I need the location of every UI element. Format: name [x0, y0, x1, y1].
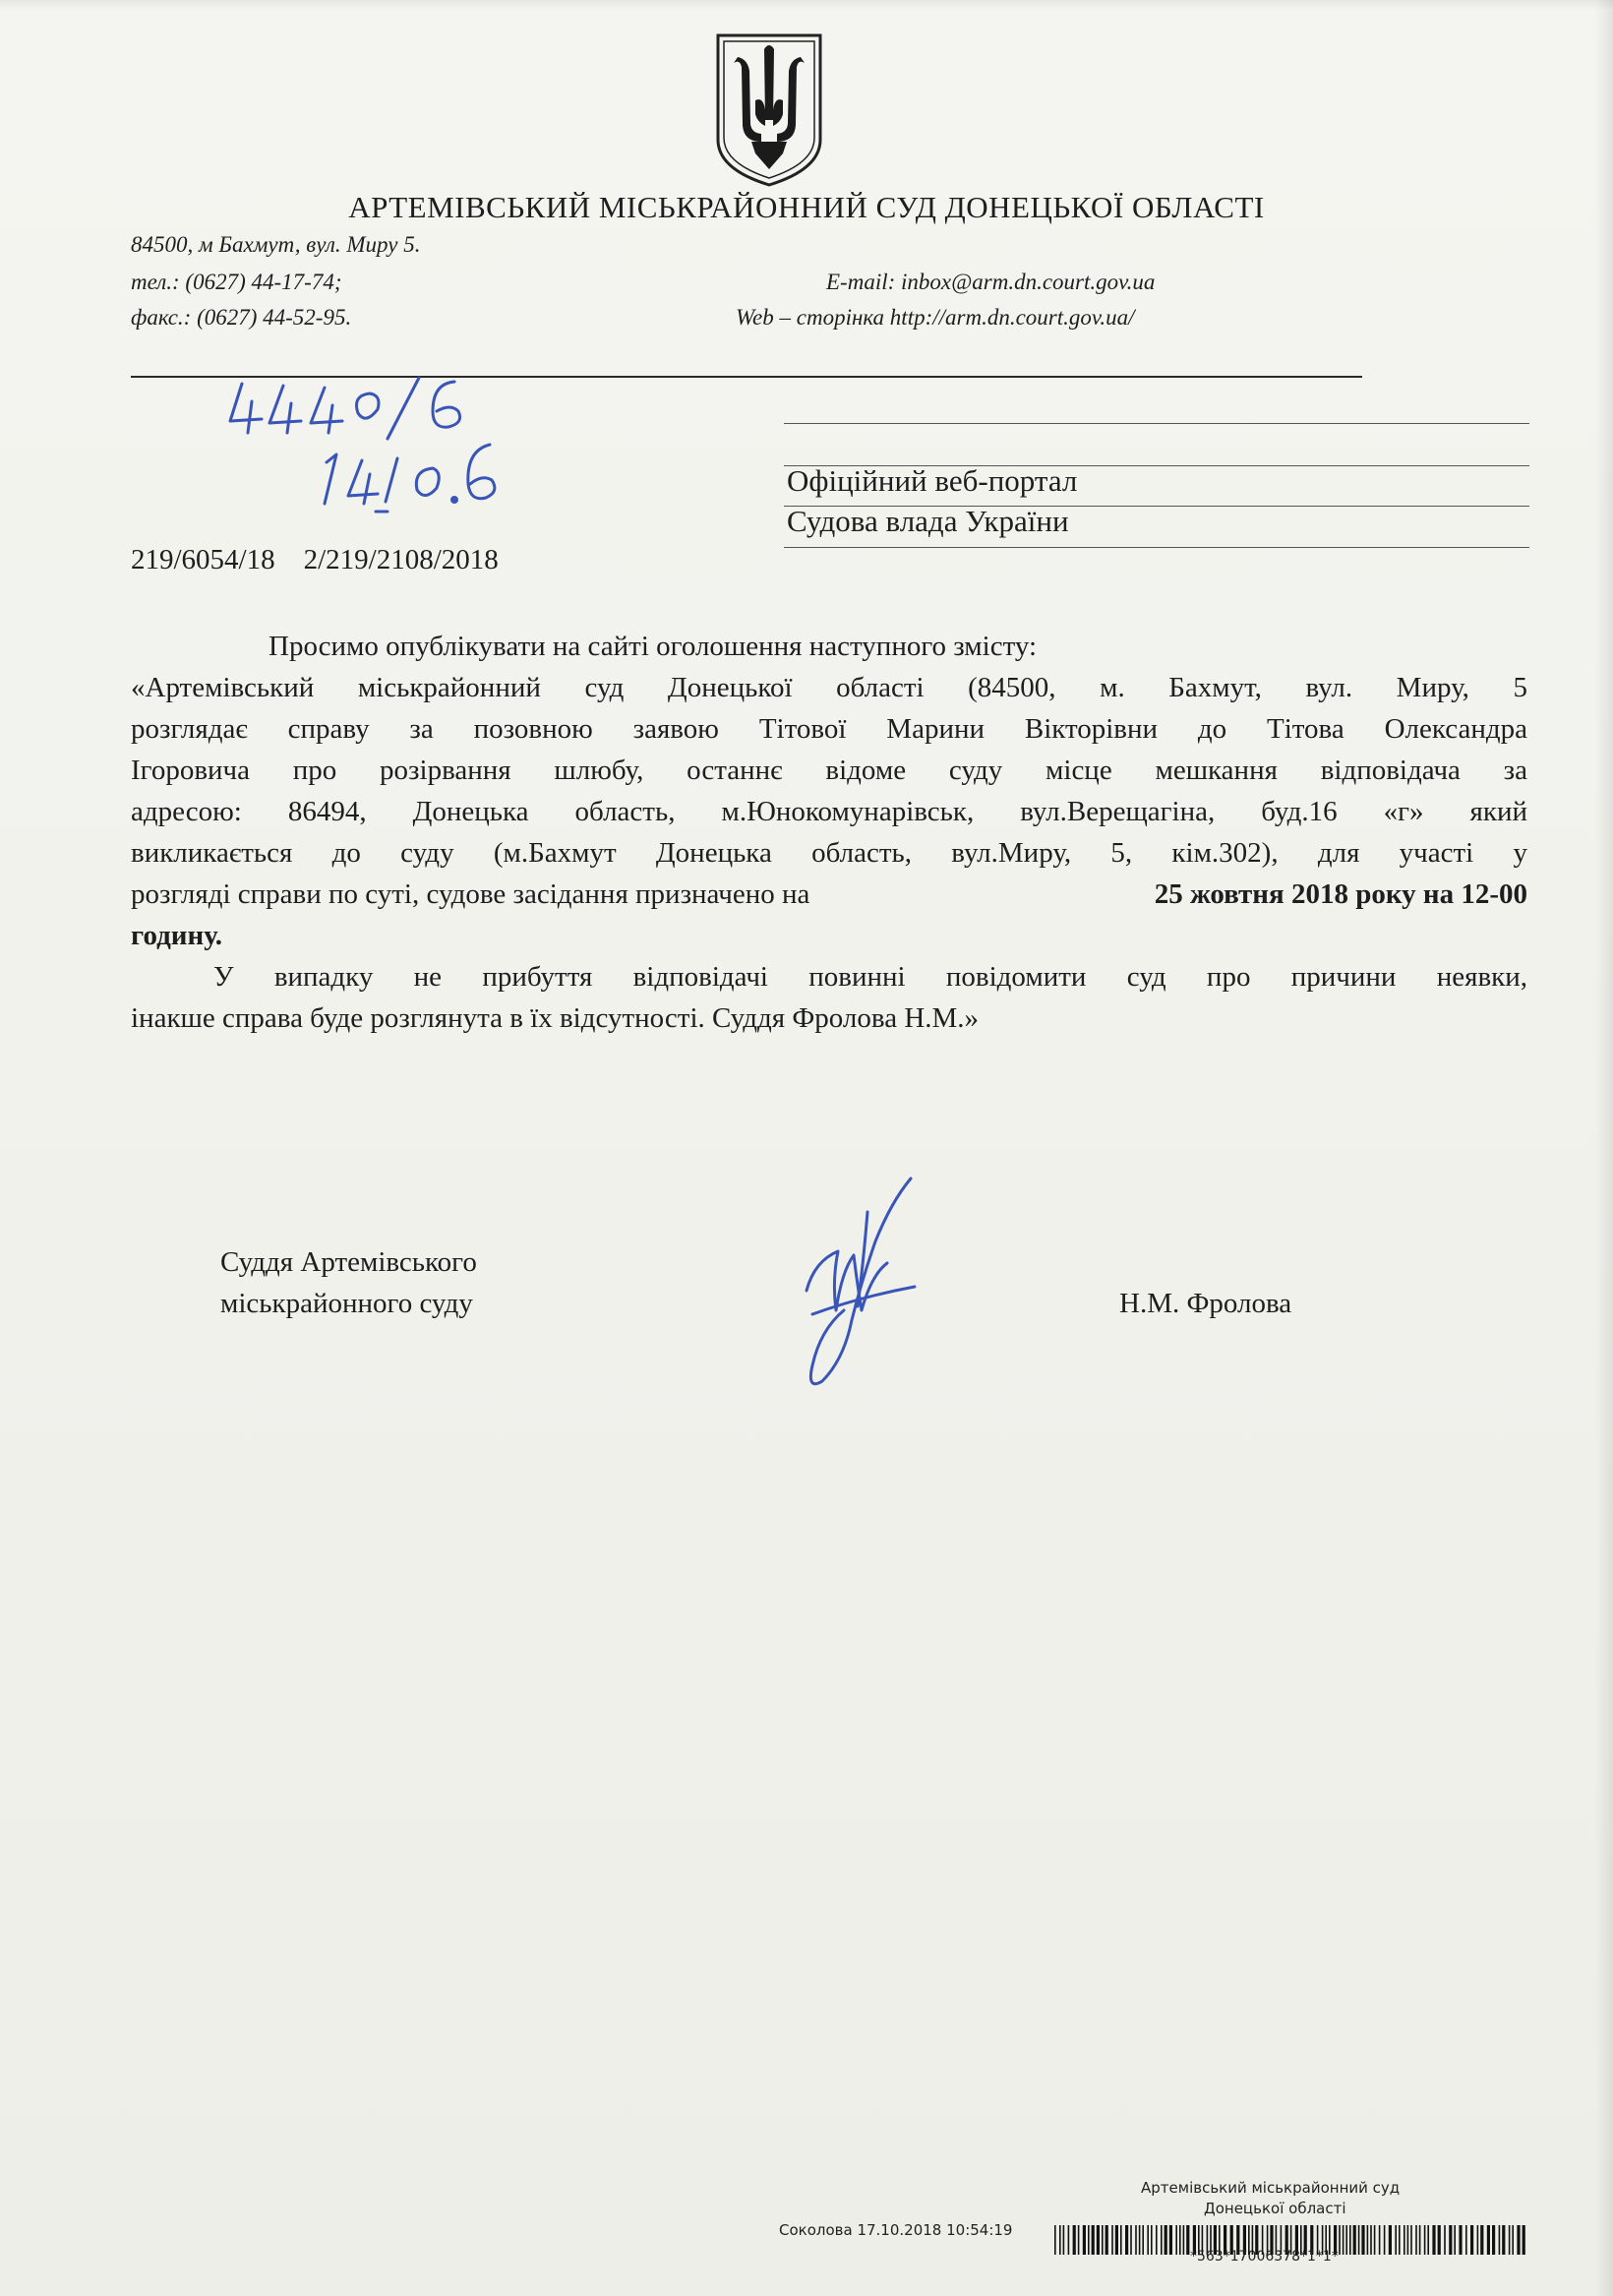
- barcode-bar: [1389, 2225, 1392, 2255]
- recipient-name-line1: Офіційний веб-портал: [787, 463, 1078, 498]
- barcode-bar: [1410, 2225, 1412, 2255]
- court-name-heading: АРТЕМІВСЬКИЙ МІСЬКРАЙОННИЙ СУД ДОНЕЦЬКОЇ ОБЛАСТІ: [348, 190, 1265, 224]
- body-line: викликається до суду (м.Бахмут Донецька область, вул.Миру, 5, кім.302), для участі у: [131, 837, 1527, 869]
- announcement-body: [131, 626, 1527, 1039]
- barcode-bar: [1073, 2225, 1076, 2255]
- hearing-date-end: годину.: [131, 920, 223, 951]
- barcode-bar: [1361, 2225, 1364, 2255]
- hearing-date: 25 жовтня 2018 року на 12-00: [1154, 878, 1527, 910]
- barcode-bar: [1444, 2225, 1446, 2255]
- hearing-text: розгляді справи по суті, судове засідання призначено на: [131, 878, 810, 910]
- barcode-bar: [1059, 2225, 1061, 2255]
- barcode-bar: [1454, 2225, 1456, 2255]
- barcode-bar: [1465, 2225, 1467, 2255]
- body-line: У випадку не прибуття відповідачі повинні повідомити суд про причини неявки,: [213, 961, 1527, 993]
- barcode-bar: [1161, 2225, 1163, 2255]
- barcode-bar: [1339, 2225, 1341, 2255]
- barcode-bar: [1523, 2225, 1525, 2255]
- barcode-bar: [1092, 2225, 1095, 2255]
- barcode-bar: [1353, 2225, 1356, 2255]
- barcode-bar: [1379, 2225, 1381, 2255]
- barcode-bar: [1186, 2225, 1189, 2255]
- stamp-region: Донецької області: [1204, 2200, 1346, 2217]
- body-line: інакше справа буде розглянута в їх відсутності. Суддя Фролова Н.М.»: [131, 1002, 980, 1034]
- body-line: розглядає справу за позовною заявою Тітової Марини Вікторівни до Тітова Олександра: [131, 713, 1527, 745]
- judge-title: [220, 1241, 477, 1324]
- barcode-bar: [1120, 2225, 1122, 2255]
- judge-name: Н.М. Фролова: [1119, 1288, 1292, 1319]
- barcode-bar: [1111, 2225, 1113, 2255]
- scan-edge-shadow-top: [0, 0, 1613, 10]
- barcode-bar: [1358, 2225, 1360, 2255]
- barcode-bar: [1054, 2225, 1056, 2255]
- barcode-bar: [1105, 2225, 1108, 2255]
- stamp-court-name: Артемівський міськрайонний суд: [1141, 2179, 1401, 2197]
- court-fax: факс.: (0627) 44-52-95.: [131, 305, 352, 330]
- recipient-line-1: [784, 423, 1529, 424]
- handwritten-incoming-number: [222, 374, 517, 443]
- barcode-bar: [1404, 2225, 1405, 2255]
- body-line: «Артемівський міськрайонний суд Донецької області (84500, м. Бахмут, вул. Миру, 5: [131, 672, 1527, 703]
- barcode-bar: [1169, 2225, 1172, 2255]
- recipient-name-line2: Судова влада України: [787, 504, 1069, 538]
- barcode-bar: [1139, 2225, 1141, 2255]
- barcode-bar: [1492, 2225, 1495, 2255]
- court-phone: тел.: (0627) 44-17-74;: [131, 270, 342, 294]
- barcode-bar: [1399, 2225, 1401, 2255]
- barcode-bar: [1183, 2225, 1185, 2255]
- court-email: E-mail: inbox@arm.dn.court.gov.ua: [826, 270, 1156, 294]
- barcode-bar: [1367, 2225, 1369, 2255]
- barcode-bar: [1407, 2225, 1409, 2255]
- barcode-bar: [1147, 2225, 1149, 2255]
- barcode-bar: [1349, 2225, 1351, 2255]
- barcode-bar: [1517, 2225, 1520, 2255]
- barcode-bar: [1487, 2225, 1490, 2255]
- barcode-caption: *563*17006378*1*1*: [1190, 2249, 1339, 2265]
- barcode-bar: [1432, 2225, 1435, 2255]
- barcode-bar: [1480, 2225, 1483, 2255]
- barcode-bar: [1097, 2225, 1100, 2255]
- barcode-bar: [1499, 2225, 1501, 2255]
- scan-edge-shadow-right: [1595, 0, 1613, 2296]
- barcode-bar: [1343, 2225, 1344, 2255]
- body-line: Ігоровича про розірвання шлюбу, останнє відоме суду місце мешкання відповідача за: [131, 755, 1527, 786]
- barcode-bar: [1175, 2225, 1177, 2255]
- judge-signature: [793, 1173, 930, 1391]
- barcode-bar: [1156, 2225, 1158, 2255]
- barcode-bar: [1512, 2225, 1514, 2255]
- barcode-bar: [1424, 2225, 1426, 2255]
- barcode-bar: [1179, 2225, 1181, 2255]
- barcode-bar: [1083, 2225, 1086, 2255]
- barcode-bar: [1415, 2225, 1417, 2255]
- handwritten-date: [317, 439, 563, 517]
- barcode-bar: [1345, 2225, 1347, 2255]
- judge-title-line2: міськрайонного суду: [220, 1288, 473, 1319]
- barcode-bar: [1370, 2225, 1372, 2255]
- barcode-bar: [1151, 2225, 1153, 2255]
- body-intro: Просимо опублікувати на сайті оголошення наступного змісту:: [269, 631, 1038, 662]
- barcode-bar: [1088, 2225, 1090, 2255]
- barcode-bar: [1142, 2225, 1144, 2255]
- barcode-bar: [1374, 2225, 1376, 2255]
- barcode-bar: [1395, 2225, 1397, 2255]
- barcode-bar: [1419, 2225, 1421, 2255]
- body-line-hearing: [131, 874, 1527, 915]
- barcode-bar: [1068, 2225, 1070, 2255]
- barcode-bar: [1449, 2225, 1452, 2255]
- recipient-line-4: [784, 547, 1529, 548]
- barcode-bar: [1063, 2225, 1065, 2255]
- barcode-bar: [1502, 2225, 1505, 2255]
- judge-title-line1: Суддя Артемівського: [220, 1246, 477, 1278]
- body-line: адресою: 86494, Донецька область, м.Юнокомунарівськ, вул.Верещагіна, буд.16 «г» який: [131, 796, 1527, 827]
- barcode-bar: [1165, 2225, 1167, 2255]
- barcode-bar: [1438, 2225, 1441, 2255]
- barcode-bar: [1130, 2225, 1132, 2255]
- coat-of-arms-trident-icon: [710, 31, 828, 189]
- barcode-bar: [1102, 2225, 1104, 2255]
- stamp-registrar-timestamp: Соколова 17.10.2018 10:54:19: [779, 2221, 1013, 2239]
- case-registration-numbers: 219/6054/18 2/219/2108/2018: [131, 544, 499, 575]
- barcode-bar: [1115, 2225, 1118, 2255]
- court-website: Web – сторінка http://arm.dn.court.gov.ua/: [736, 305, 1135, 330]
- barcode-bar: [1125, 2225, 1128, 2255]
- barcode-bar: [1470, 2225, 1473, 2255]
- barcode-bar: [1384, 2225, 1386, 2255]
- court-address: 84500, м Бахмут, вул. Миру 5.: [131, 232, 421, 257]
- barcode-bar: [1135, 2225, 1137, 2255]
- barcode-bar: [1427, 2225, 1429, 2255]
- barcode-bar: [1477, 2225, 1479, 2255]
- barcode-bar: [1509, 2225, 1511, 2255]
- barcode-bar: [1078, 2225, 1080, 2255]
- barcode-bar: [1459, 2225, 1462, 2255]
